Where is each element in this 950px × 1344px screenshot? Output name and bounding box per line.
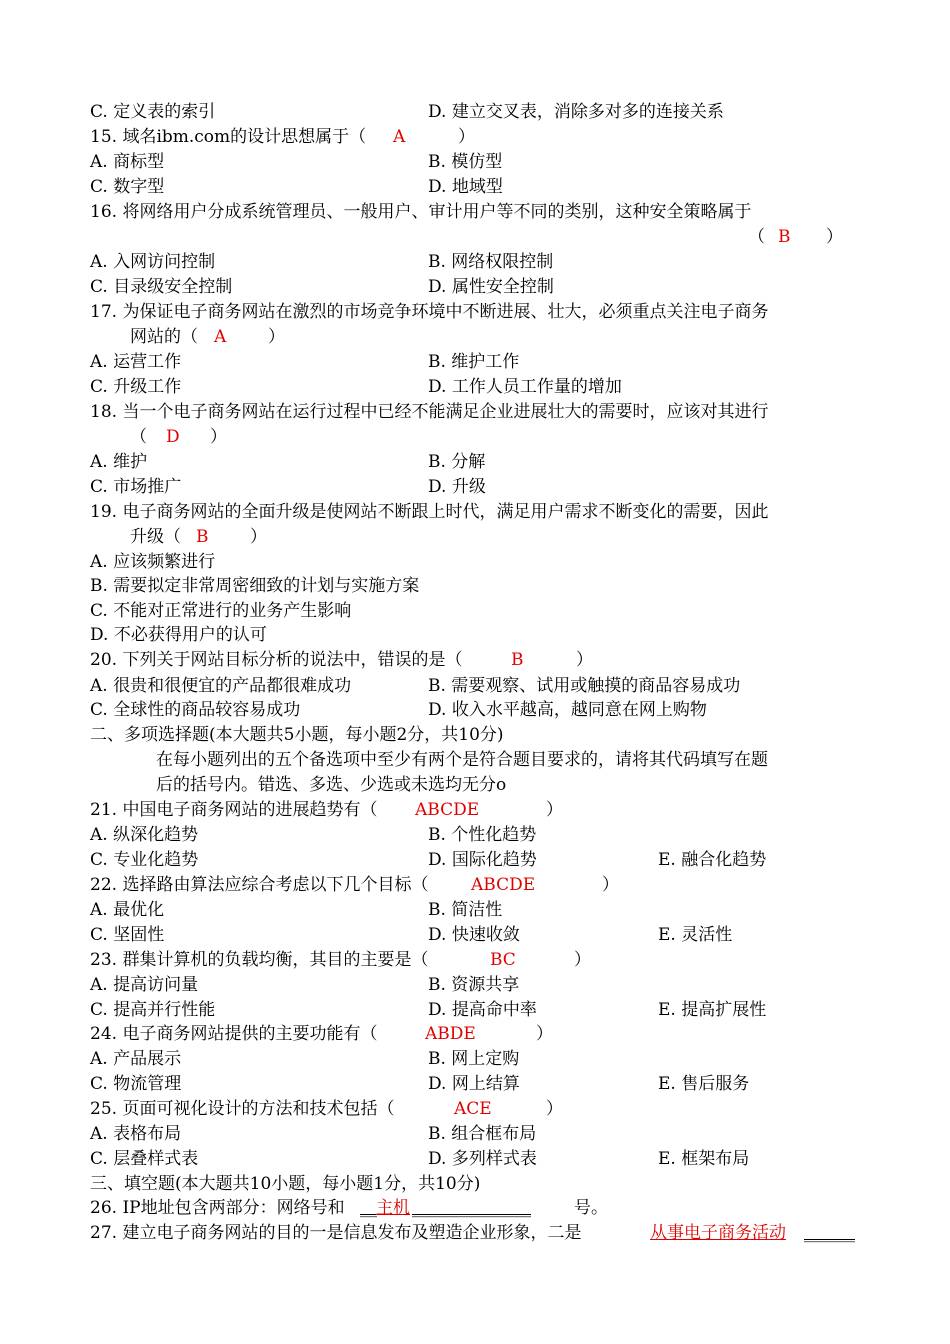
question-text: C. 升级工作 bbox=[90, 377, 182, 397]
question-text: D. 收入水平越高，越同意在网上购物 bbox=[428, 700, 707, 720]
question-text: 24. 电子商务网站提供的主要功能有（ bbox=[90, 1024, 378, 1044]
question-text: E. 售后服务 bbox=[658, 1074, 750, 1094]
question-text: B. 网络权限控制 bbox=[428, 252, 554, 272]
question-text: A. 商标型 bbox=[90, 152, 165, 172]
question-text: 后的括号内。错选、多选、少选或未选均无分o bbox=[156, 775, 507, 795]
question-text: C. 坚固性 bbox=[90, 925, 165, 945]
question-text: 23. 群集计算机的负载均衡，其目的主要是（ bbox=[90, 950, 429, 970]
question-text: D. 工作人员工作量的增加 bbox=[428, 377, 622, 397]
question-text: 22. 选择路由算法应综合考虑以下几个目标（ bbox=[90, 875, 429, 895]
question-text: C. 层叠样式表 bbox=[90, 1149, 199, 1169]
question-text: D. 属性安全控制 bbox=[428, 277, 554, 297]
question-text: ） bbox=[458, 127, 475, 147]
question-text: C. 目录级安全控制 bbox=[90, 277, 233, 297]
question-text: 升级（ bbox=[130, 527, 181, 547]
question-text: 19. 电子商务网站的全面升级是使网站不断跟上时代，满足用户需求不断变化的需要，因此 bbox=[90, 502, 769, 522]
answer-text: D bbox=[166, 427, 180, 447]
answer-text: ABCDE bbox=[471, 875, 536, 895]
question-text: ） bbox=[250, 527, 267, 547]
question-text: D. 建立交叉表，消除多对多的连接关系 bbox=[428, 102, 724, 122]
question-text: C. 专业化趋势 bbox=[90, 850, 199, 870]
question-text: C. 定义表的索引 bbox=[90, 102, 216, 122]
question-text: D. 国际化趋势 bbox=[428, 850, 537, 870]
question-text: A. 提高访问量 bbox=[90, 975, 199, 995]
answer-text: B bbox=[511, 650, 524, 670]
question-text: ） bbox=[268, 327, 285, 347]
answer-text: B bbox=[196, 527, 209, 547]
question-text: E. 框架布局 bbox=[658, 1149, 750, 1169]
question-text: 三、填空题(本大题共10小题，每小题1分，共10分) bbox=[90, 1174, 481, 1194]
question-text: A. 最优化 bbox=[90, 900, 165, 920]
question-text: ） bbox=[536, 1024, 553, 1044]
question-text: ______________ bbox=[412, 1198, 531, 1218]
question-text: D. 地域型 bbox=[428, 177, 503, 197]
question-text: （ bbox=[748, 227, 765, 247]
question-text: B. 个性化趋势 bbox=[428, 825, 537, 845]
question-text: 15. 域名ibm.com的设计思想属于（ bbox=[90, 127, 367, 147]
question-text: C. 全球性的商品较容易成功 bbox=[90, 700, 301, 720]
question-text: （ bbox=[130, 427, 147, 447]
question-text: 网站的（ bbox=[130, 327, 198, 347]
question-text: A. 表格布局 bbox=[90, 1124, 182, 1144]
question-text: ） bbox=[602, 875, 619, 895]
question-text: C. 物流管理 bbox=[90, 1074, 182, 1094]
answer-text: B bbox=[778, 227, 791, 247]
question-text: ） bbox=[576, 650, 593, 670]
question-text: ） bbox=[826, 227, 843, 247]
answer-text: 从事电子商务活动 bbox=[650, 1223, 786, 1243]
question-text: E. 提高扩展性 bbox=[658, 1000, 767, 1020]
question-text: D. 多列样式表 bbox=[428, 1149, 537, 1169]
question-text: A. 应该频繁进行 bbox=[90, 552, 216, 572]
question-text: D. 升级 bbox=[428, 477, 486, 497]
answer-text: ABCDE bbox=[415, 800, 480, 820]
question-text: B. 网上定购 bbox=[428, 1049, 520, 1069]
answer-text: 主机 bbox=[376, 1198, 410, 1218]
question-text: C. 不能对正常进行的业务产生影响 bbox=[90, 601, 352, 621]
question-text: E. 灵活性 bbox=[658, 925, 733, 945]
question-text: A. 很贵和很便宜的产品都很难成功 bbox=[90, 676, 352, 696]
question-text: ） bbox=[546, 800, 563, 820]
question-text: 21. 中国电子商务网站的进展趋势有（ bbox=[90, 800, 378, 820]
question-text: 二、多项选择题(本大题共5小题，每小题2分，共10分) bbox=[90, 725, 504, 745]
question-text: ） bbox=[210, 427, 227, 447]
question-text: 18. 当一个电子商务网站在运行过程中已经不能满足企业进展壮大的需要时，应该对其进行 bbox=[90, 402, 769, 422]
question-text: B. 分解 bbox=[428, 452, 486, 472]
question-text: B. 简洁性 bbox=[428, 900, 503, 920]
answer-text: ACE bbox=[454, 1099, 492, 1119]
question-text: D. 快速收敛 bbox=[428, 925, 520, 945]
question-text: A. 入网访问控制 bbox=[90, 252, 216, 272]
question-text: ） bbox=[546, 1099, 563, 1119]
question-text: D. 不必获得用户的认可 bbox=[90, 625, 267, 645]
question-text: 27. 建立电子商务网站的目的一是信息发布及塑造企业形象，二是 bbox=[90, 1223, 582, 1243]
question-text: 26. IP地址包含两部分：网络号和 bbox=[90, 1198, 345, 1218]
question-text: 17. 为保证电子商务网站在激烈的市场竞争环境中不断进展、壮大，必须重点关注电子商务 bbox=[90, 302, 769, 322]
answer-text: A bbox=[214, 327, 227, 347]
question-text: A. 纵深化趋势 bbox=[90, 825, 199, 845]
question-text: B. 需要拟定非常周密细致的计划与实施方案 bbox=[90, 576, 420, 596]
question-text: __ bbox=[360, 1198, 377, 1218]
answer-text: A bbox=[393, 127, 406, 147]
question-text: A. 维护 bbox=[90, 452, 148, 472]
question-text: D. 提高命中率 bbox=[428, 1000, 537, 1020]
question-text: C. 提高并行性能 bbox=[90, 1000, 216, 1020]
question-text: B. 组合框布局 bbox=[428, 1124, 537, 1144]
question-text: C. 数字型 bbox=[90, 177, 165, 197]
answer-text: BC bbox=[490, 950, 516, 970]
question-text: B. 模仿型 bbox=[428, 152, 503, 172]
question-text: 20. 下列关于网站目标分析的说法中，错误的是（ bbox=[90, 650, 463, 670]
question-text: E. 融合化趋势 bbox=[658, 850, 767, 870]
question-text: ） bbox=[574, 950, 591, 970]
question-text: D. 网上结算 bbox=[428, 1074, 520, 1094]
answer-text: ABDE bbox=[425, 1024, 476, 1044]
question-text: A. 产品展示 bbox=[90, 1049, 182, 1069]
question-text: B. 资源共享 bbox=[428, 975, 520, 995]
question-text: ______ bbox=[804, 1223, 855, 1243]
question-text: 25. 页面可视化设计的方法和技术包括（ bbox=[90, 1099, 395, 1119]
question-text: A. 运营工作 bbox=[90, 352, 182, 372]
question-text: B. 需要观察、试用或触摸的商品容易成功 bbox=[428, 676, 741, 696]
question-text: 16. 将网络用户分成系统管理员、一般用户、审计用户等不同的类别，这种安全策略属于 bbox=[90, 202, 752, 222]
question-text: B. 维护工作 bbox=[428, 352, 520, 372]
question-text: C. 市场推广 bbox=[90, 477, 182, 497]
question-text: 在每小题列出的五个备选项中至少有两个是符合题目要求的，请将其代码填写在题 bbox=[156, 750, 768, 770]
question-text: 号。 bbox=[574, 1198, 608, 1218]
